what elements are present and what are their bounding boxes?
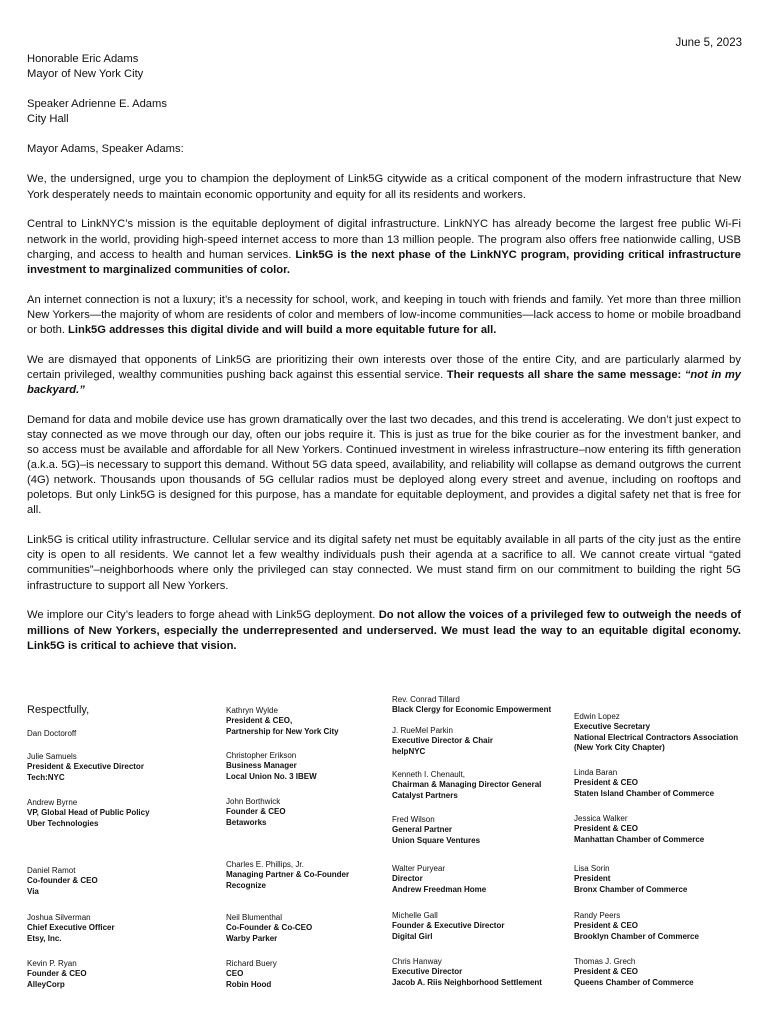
signatory-line: President & CEO (574, 824, 639, 834)
signatory-line: Manhattan Chamber of Commerce (574, 834, 705, 844)
salutation: Mayor Adams, Speaker Adams: (27, 143, 184, 156)
signatory-name: Linda Baran (574, 768, 618, 777)
signatory-name: Rev. Conrad Tillard (392, 695, 460, 704)
signatory-line: Co-Founder & Co-CEO (226, 923, 313, 933)
signatory-name: Kathryn Wylde (226, 706, 278, 715)
signatory-name: Andrew Byrne (27, 798, 78, 807)
signatory-line: President & CEO (574, 778, 639, 788)
recipient-name-2: Speaker Adrienne E. Adams (27, 98, 167, 111)
signatory-line: Etsy, Inc. (27, 933, 62, 943)
recipient-block (27, 52, 741, 127)
signatory-line: Director (392, 874, 423, 884)
signatory-col1-3 (27, 798, 150, 829)
signatory-col2-5 (226, 913, 312, 944)
signatory-line: General Partner (392, 825, 453, 835)
signatory-name: Richard Buery (226, 959, 277, 968)
paragraph-1: We, the undersigned, urge you to champion the deployment of Link5G citywide as a critical component of the modern infrastructure that New York desperately needs to maintain economic opportunity and equity for all its residents and workers. (27, 173, 741, 201)
paragraph-7 (27, 608, 741, 653)
signatory-col2-1 (226, 706, 339, 737)
signatory-line: Partnership for New York City (226, 726, 339, 736)
signatory-name: Randy Peers (574, 911, 621, 920)
signatory-line: National Electrical Contractors Association (574, 732, 739, 742)
signatory-line: Uber Technologies (27, 818, 99, 828)
signatory-line: Catalyst Partners (392, 790, 458, 800)
signatory-line: Digital Girl (392, 931, 433, 941)
signatory-line: Via (27, 886, 39, 896)
signatory-col4-2 (574, 768, 714, 799)
signatory-line: Local Union No. 3 IBEW (226, 771, 317, 781)
signatory-name: Walter Puryear (392, 864, 446, 873)
signatory-col2-3 (226, 797, 286, 828)
signatory-line: Andrew Freedman Home (392, 884, 487, 894)
signatory-line: Bronx Chamber of Commerce (574, 884, 688, 894)
signatory-line: President & CEO (574, 921, 639, 931)
signatory-col1-1 (27, 729, 76, 739)
signatory-line: Recognize (226, 880, 267, 890)
signatory-line: Tech:NYC (27, 772, 65, 782)
signatory-name: Daniel Ramot (27, 866, 76, 875)
signatory-col3-3 (392, 770, 541, 801)
signatory-line: Staten Island Chamber of Commerce (574, 788, 715, 798)
paragraph-3-text: An internet connection is not a luxury; it’s a necessity for school, work, and keeping in touch with friends and family. Yet more than three million New Yorkers—the majority of whom are residents of color and members of low-income communities—lack access to home or mobile broadband or both. (27, 293, 741, 336)
signatory-name: John Borthwick (226, 797, 281, 806)
signatory-col2-4 (226, 860, 349, 891)
signatory-col3-5 (392, 864, 486, 895)
signatory-line: Chairman & Managing Director General (392, 780, 542, 790)
paragraph-6: Link5G is critical utility infrastructure. Cellular service and its digital safety net must be equitably available in all parts of the city just as the entire city is open to all residents. We cannot let a few wealthy individuals push their agenda at a sacrifice to all. We cannot create virtual “gated communities”–neighborhoods where only the privileged can stay connected. We must stand firm on our commitment to building the right 5G infrastructure to support all New Yorkers. (27, 534, 741, 592)
signatory-col3-1 (392, 695, 551, 716)
letter-body (27, 52, 741, 668)
signatory-col3-6 (392, 911, 504, 942)
signatory-line: Queens Chamber of Commerce (574, 977, 694, 987)
signatory-line: Managing Partner & Co-Founder (226, 870, 350, 880)
signatory-line: Jacob A. Riis Neighborhood Settlement (392, 977, 542, 987)
signatory-name: Julie Samuels (27, 752, 77, 761)
signatory-line: Chief Executive Officer (27, 923, 115, 933)
signatory-col1-5 (27, 913, 115, 944)
signatory-line: President & CEO, (226, 716, 293, 726)
paragraph-7-text: We implore our City’s leaders to forge ahead with Link5G deployment. (27, 609, 379, 622)
signatory-col4-6 (574, 957, 694, 988)
signatory-name: Chris Hanway (392, 957, 442, 966)
signatory-line: President & CEO (574, 967, 639, 977)
signatory-line: helpNYC (392, 746, 426, 756)
signatory-line: Co-founder & CEO (27, 876, 98, 886)
signatory-line: Founder & CEO (27, 969, 87, 979)
closing: Respectfully, (27, 704, 90, 716)
signatory-line: Business Manager (226, 761, 297, 771)
signatory-name: Neil Blumenthal (226, 913, 283, 922)
signatory-name: Kevin P. Ryan (27, 959, 77, 968)
signatory-line: VP, Global Head of Public Policy (27, 808, 150, 818)
signatory-name: Jessica Walker (574, 814, 628, 823)
signatory-line: Union Square Ventures (392, 835, 481, 845)
signatory-line: Founder & CEO (226, 807, 286, 817)
signatory-col1-6 (27, 959, 87, 990)
paragraph-4-bold: Their requests all share the same message: (446, 368, 685, 381)
paragraph-3 (27, 293, 741, 338)
paragraph-2 (27, 217, 741, 277)
signatory-col2-6 (226, 959, 277, 990)
signatory-col3-7 (392, 957, 542, 988)
signatory-col4-5 (574, 911, 699, 942)
signatory-name: Charles E. Phillips, Jr. (226, 860, 304, 869)
signatory-name: Joshua Silverman (27, 913, 91, 922)
signatory-line: AlleyCorp (27, 979, 65, 989)
signatory-name: Edwin Lopez (574, 712, 620, 721)
paragraph-5: Demand for data and mobile device use has grown dramatically over the last two decades, and this trend is accelerating. We don’t just expect to stay connected as we move through our day, often our jobs require it. This is just as true for the bike courier as for the investment banker, and so access must be available and affordable for all New Yorkers. Continued investment in wireless infrastructure–now entering its fifth generation (a.k.a. 5G)–is necessary to support this demand. Without 5G data speed, availability, and reliability will collapse as demand outgrows the current (4G) network. Thousands upon thousands of 5G cellular radios must be deployed along every street and avenue, including on rooftops and poletops. But only Link5G is designed for this purpose, has a mandate for equitable deployment, and provides a digital safety net that is free for all. (27, 413, 741, 517)
signatory-line: Warby Parker (226, 933, 278, 943)
signatory-line: Executive Director & Chair (392, 736, 493, 746)
signatory-name: Kenneth I. Chenault, (392, 770, 465, 779)
signatory-line: Robin Hood (226, 979, 272, 989)
signatory-line: Executive Director (392, 967, 463, 977)
signatory-line: Founder & Executive Director (392, 921, 505, 931)
recipient-title: Mayor of New York City (27, 68, 144, 81)
signatory-name: Michelle Gall (392, 911, 438, 920)
signatory-name: Fred Wilson (392, 815, 435, 824)
paragraph-2-text: Central to LinkNYC’s mission is the equitable deployment of digital infrastructure. LinkNYC has already become the largest free public Wi-Fi network in the world, providing high-speed internet access to more than 13 million people. The program also offers free nationwide calling, USB charging, and access to health and human services. (27, 218, 741, 261)
signatory-line: CEO (226, 969, 244, 979)
signatory-line: Black Clergy for Economic Empowerment (392, 705, 552, 715)
signatory-line: Brooklyn Chamber of Commerce (574, 931, 699, 941)
paragraph-4 (27, 353, 741, 398)
signatory-line: President & Executive Director (27, 762, 144, 772)
signatory-col3-4 (392, 815, 480, 846)
signatory-line: President (574, 874, 611, 884)
signatory-name: Dan Doctoroff (27, 729, 77, 738)
signatory-col4-3 (574, 814, 704, 845)
signatory-line: (New York City Chapter) (574, 743, 665, 753)
recipient-name: Honorable Eric Adams (27, 53, 139, 65)
signatory-name: Christopher Erikson (226, 751, 297, 760)
letter-date: June 5, 2023 (675, 37, 742, 49)
recipient-location: City Hall (27, 113, 69, 126)
signatory-col1-2 (27, 752, 144, 783)
paragraph-4-text: We are dismayed that opponents of Link5G are prioritizing their own interests over those of the entire City, and are particularly alarmed by certain privileged, wealthy communities pushing back against this essential service. (27, 353, 741, 381)
paragraph-3-bold: Link5G addresses this digital divide and will build a more equitable future for all. (68, 323, 497, 336)
paragraph-7-bold: Do not allow the voices of a privileged few to outweigh the needs of millions of New Yorkers, especially the underrepresented and underserved. We must lead the way to an equitable digital economy. Link5G is critical to achieve that vision. (27, 609, 742, 652)
paragraph-2-bold: Link5G is the next phase of the LinkNYC program, providing critical infrastructure investment to marginalized communities of color. (27, 248, 741, 276)
signatory-col4-1 (574, 712, 738, 754)
signatory-name: Lisa Sorin (574, 864, 610, 873)
signatory-col2-2 (226, 751, 317, 782)
paragraph-4-quote: “not in my backyard.” (27, 368, 742, 396)
signatory-line: Betaworks (226, 817, 267, 827)
signatory-name: J. RueMel Parkin (392, 726, 453, 735)
signatory-col3-2 (392, 726, 493, 757)
signatory-col1-4 (27, 866, 98, 897)
signatory-col4-4 (574, 864, 687, 895)
signatory-line: Executive Secretary (574, 722, 651, 732)
signatory-name: Thomas J. Grech (574, 957, 636, 966)
